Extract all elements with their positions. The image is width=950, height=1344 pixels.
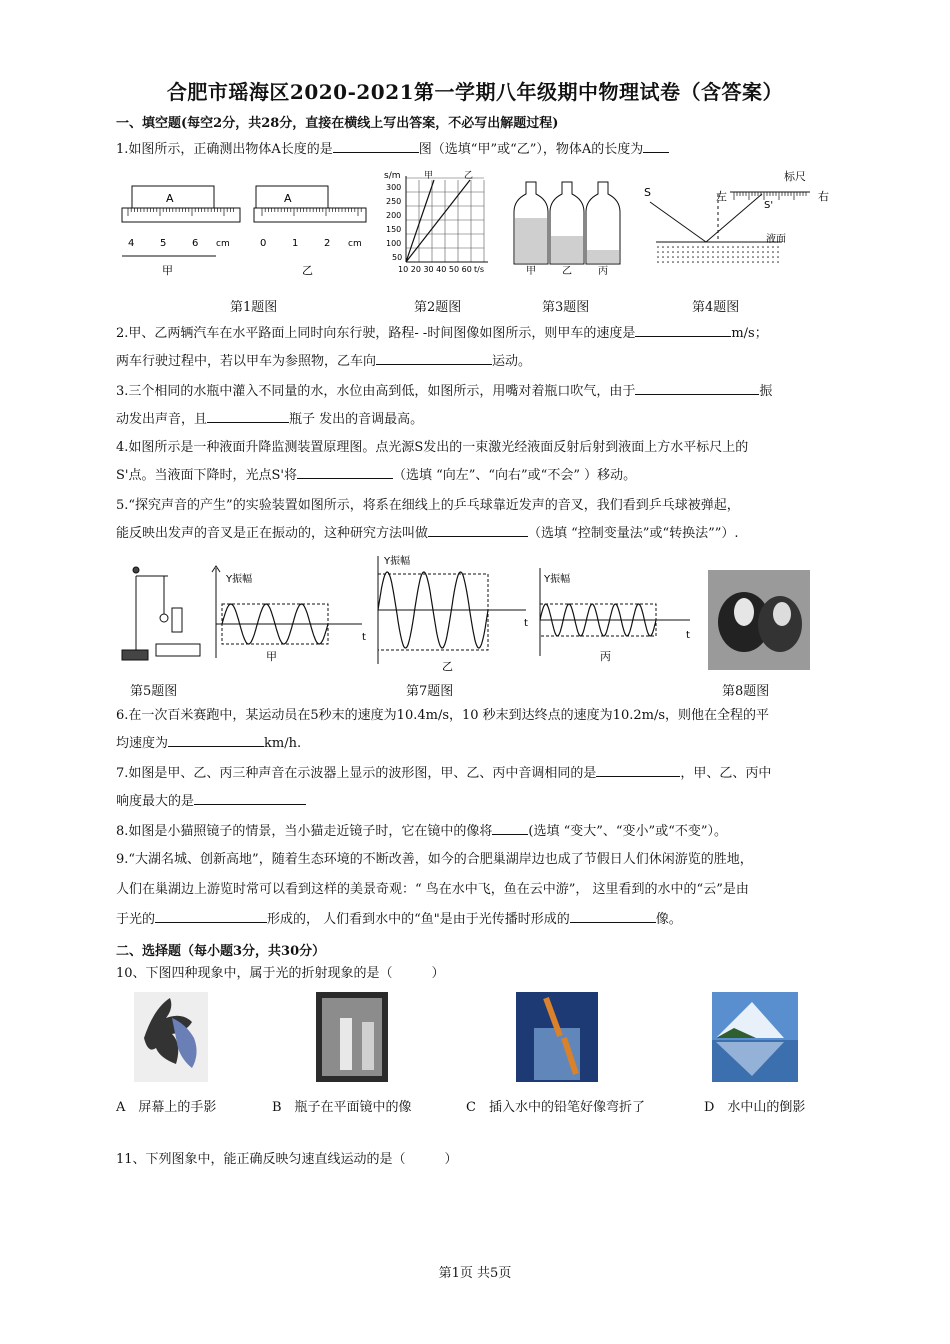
graph-ytick: 50 <box>392 253 403 262</box>
figure-caption: 第4题图 <box>692 300 740 315</box>
ruler-label: 标尺 <box>784 170 806 183</box>
light-spot-label: S' <box>764 200 774 211</box>
waveform-bing <box>540 568 690 663</box>
time-label: t <box>524 618 528 629</box>
tick-label: cm <box>348 239 362 249</box>
mountain-reflection-image <box>712 992 798 1082</box>
question-8: 8.如图是小猫照镜子的情景，当小猫走近镜子时，它在镜中的像将 (选填 “变大”、“变小”或“不变”）。 <box>116 818 838 846</box>
amplitude-label: Y振幅 <box>226 574 253 585</box>
section-1-heading: 一、填空题(每空2分，共28分，直接在横线上写出答案，不必写出解题过程) <box>116 116 559 131</box>
object-a-label: A <box>166 192 174 205</box>
option-b[interactable]: B 瓶子在平面镜中的像 <box>272 1100 412 1115</box>
tuning-fork-apparatus <box>122 567 200 660</box>
hand-shadow-image <box>134 992 208 1082</box>
bottle-mirror-image <box>316 992 388 1082</box>
answer-blank[interactable] <box>333 138 419 153</box>
question-9-line-3: 于光的 形成的， 人们看到水中的“鱼"是由于光传播时形成的 像。 <box>116 906 838 934</box>
bottle-label: 丙 <box>598 266 608 277</box>
tick-label: 4 <box>128 238 135 249</box>
waveform-jia <box>212 566 366 663</box>
figure-caption: 第1题图 <box>230 300 278 315</box>
waveform-yi <box>378 554 528 673</box>
tick-label: cm <box>216 239 230 249</box>
answer-blank[interactable] <box>194 790 306 805</box>
answer-blank[interactable] <box>570 908 656 923</box>
tick-label: 5 <box>160 238 167 249</box>
ruler-figure-yi <box>254 186 366 277</box>
question-4: 4.如图所示是一种液面升降监测装置原理图。点光源S发出的一束激光经液面反射后射到液面上方水平标尺上的 <box>116 440 749 455</box>
amplitude-label: Y振幅 <box>544 574 571 585</box>
question-11: 11、下列图象中，能正确反映匀速直线运动的是（ ） <box>116 1152 458 1167</box>
question-4-line-2: S'点。当液面下降时，光点S'将 （选填 “向左”、“向右”或“不会” ）移动。 <box>116 462 838 490</box>
tick-label: 1 <box>292 238 299 249</box>
answer-blank[interactable] <box>635 380 759 395</box>
page-footer: 第1页 共5页 <box>438 1266 512 1281</box>
graph-xlabel: t/s <box>474 265 484 274</box>
graph-ylabel: s/m <box>384 171 401 181</box>
graph-ytick: 150 <box>386 225 402 234</box>
question-9-line-2: 人们在巢湖边上游览时常可以看到这样的美景奇观：“ 鸟在水中飞，鱼在云中游”， 这里看到的水中的“云”是由 <box>116 882 749 897</box>
figure-label-jia: 甲 <box>162 264 173 277</box>
figure-caption: 第7题图 <box>406 684 454 699</box>
question-2-line-2: 两车行驶过程中，若以甲车为参照物，乙车向 运动。 <box>116 348 838 376</box>
st-graph <box>384 170 488 274</box>
page-title: 合肥市瑶海区2020-2021第一学期八年级期中物理试卷（含答案） <box>166 80 784 104</box>
line-label-jia: 甲 <box>424 171 434 181</box>
graph-ytick: 100 <box>386 239 402 248</box>
graph-ytick: 250 <box>386 197 402 206</box>
figure-row-1 <box>116 160 836 290</box>
answer-blank[interactable] <box>492 820 528 835</box>
time-label: t <box>362 632 366 643</box>
answer-blank[interactable] <box>297 464 393 479</box>
amplitude-label: Y振幅 <box>384 556 411 567</box>
question-10: 10、下图四种现象中，属于光的折射现象的是（ ） <box>116 966 445 981</box>
answer-blank[interactable] <box>643 138 669 153</box>
graph-xticks: 10 20 30 40 50 60 <box>398 265 472 274</box>
option-d[interactable]: D 水中山的倒影 <box>704 1100 806 1115</box>
liquid-label: 液面 <box>766 234 786 245</box>
cat-mirror-photo <box>708 570 810 670</box>
question-9: 9.“大湖名城、创新高地”，随着生态环境的不断改善，如今的合肥巢湖岸边也成了节假日人们休闲游览的胜地， <box>116 852 753 867</box>
graph-ytick: 300 <box>386 183 402 192</box>
answer-blank[interactable] <box>376 350 492 365</box>
question-2: 2.甲、乙两辆汽车在水平路面上同时向东行驶，路程- -时间图像如图所示，则甲车的速度是 m/s； <box>116 320 838 348</box>
question-6-line-2: 均速度为 km/h. <box>116 730 838 758</box>
question-3-line-2: 动发出声音，且 瓶子 发出的音调最高。 <box>116 406 838 434</box>
answer-blank[interactable] <box>428 522 528 537</box>
pencil-water-image <box>516 992 598 1082</box>
question-7: 7.如图是甲、乙、丙三种声音在示波器上显示的波形图，甲、乙、丙中音调相同的是 ，甲、乙、丙中 <box>116 760 838 788</box>
answer-blank[interactable] <box>635 322 731 337</box>
waveform-label: 乙 <box>442 660 453 673</box>
figure-caption: 第8题图 <box>722 684 770 699</box>
object-a-label: A <box>284 192 292 205</box>
tick-label: 6 <box>192 238 199 249</box>
option-a[interactable]: A 屏幕上的手影 <box>116 1100 217 1115</box>
waveform-label: 甲 <box>266 650 277 663</box>
answer-blank[interactable] <box>168 732 264 747</box>
question-1: 1.如图所示，正确测出物体A长度的是 图（选填“甲”或“乙”），物体A的长度为 <box>116 136 838 164</box>
figure-caption: 第2题图 <box>414 300 462 315</box>
bottles-figure <box>514 182 620 264</box>
time-label: t <box>686 630 690 641</box>
figure-caption: 第5题图 <box>130 684 178 699</box>
question-6: 6.在一次百米赛跑中，某运动员在5秒末的速度为10.4m/s，10 秒末到达终点的速度为10.2m/s，则他在全程的平 <box>116 708 769 723</box>
section-2-heading: 二、选择题（每小题3分，共30分） <box>116 944 326 959</box>
line-label-yi: 乙 <box>464 171 474 181</box>
laser-figure <box>644 169 829 264</box>
tick-label: 2 <box>324 238 331 249</box>
tick-label: 0 <box>260 238 267 249</box>
answer-blank[interactable] <box>155 908 267 923</box>
light-source-label: S <box>644 186 651 199</box>
ruler-figure-jia <box>122 186 240 277</box>
bottle-label: 甲 <box>526 266 536 277</box>
question-7-line-2: 响度最大的是 <box>116 788 838 816</box>
left-label: 左 <box>716 190 727 203</box>
figure-caption: 第3题图 <box>542 300 590 315</box>
waveform-label: 丙 <box>600 650 611 663</box>
figure-row-2 <box>116 552 822 674</box>
bottle-label: 乙 <box>562 266 572 277</box>
right-label: 右 <box>818 190 829 203</box>
question-5: 5.“探究声音的产生”的实验装置如图所示，将系在细线上的乒乓球靠近发声的音叉，我们看到乒乓球被弹起， <box>116 498 740 513</box>
figure-label-yi: 乙 <box>302 264 313 277</box>
answer-blank[interactable] <box>596 762 680 777</box>
option-c[interactable]: C 插入水中的铅笔好像弯折了 <box>466 1100 645 1115</box>
graph-ytick: 200 <box>386 211 402 220</box>
question-3: 3.三个相同的水瓶中灌入不同量的水，水位由高到低，如图所示，用嘴对着瓶口吹气，由于 振 <box>116 378 838 406</box>
question-5-line-2: 能反映出发声的音叉是正在振动的，这种研究方法叫做 （选填 “控制变量法”或“转换法””）. <box>116 520 838 548</box>
answer-blank[interactable] <box>207 408 289 423</box>
question-10-images <box>116 988 806 1086</box>
